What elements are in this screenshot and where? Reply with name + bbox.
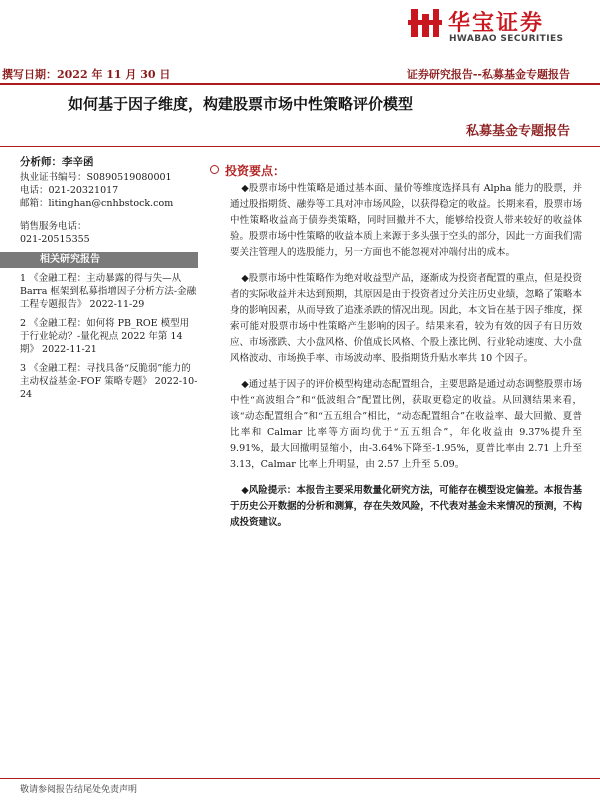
related-report-item[interactable]: 3 《金融工程：寻找具备“反脆弱”能力的主动权益基金-FOF 策略专题》 2022-10-24 <box>20 363 198 400</box>
related-report-item[interactable]: 1 《金融工程：主动暴露的得与失—从 Barra 框架到私募指增因子分析方法-金融工程专题报告》 2022-11-29 <box>20 273 197 310</box>
key-points-heading-text: 投资要点： <box>225 164 286 178</box>
key-points-body <box>230 181 582 541</box>
sales-label: 销售服务电话： <box>20 221 87 232</box>
related-report-item[interactable]: 2 《金融工程：如何将 PB_ROE 模型用于行业轮动？-量化视点 2022 年第 14 期》 2022-11-21 <box>20 318 190 355</box>
key-point-paragraph: ◆股票市场中性策略作为绝对收益型产品，逐渐成为投资者配置的重点，但是投资者的实际收益并未达到预期，其原因是由于投资者过分关注历史业绩，忽略了策略本身的影响因素，从而导致了追涨杀跌的情况出现。因此，本文旨在基于因子维度，探索可能对股票市场中性策略产生影响的因子。结果来看，较为有效的因子有日历效应、市场涨跌、大小盘风格、价值成长风格、个股上涨比例、行业轮动速度、大小盘风格波动、市场换手率、市场波动率、股指期货升贴水率共 10 个因子。 <box>230 273 582 364</box>
key-point-paragraph: ◆通过基于因子的评价模型构建动态配置组合，主要思路是通过动态调整股票市场中性“高波组合”和“低波组合”配置比例，获取更稳定的收益。从回测结果来看，该“动态配置组合”和“五五组合”相比，“动态配置组合”在收益率、最大回撤、夏普比率和 Calmar 比率等方面均优于“五五组合”，年化收益由 9.37%提升至 9.91%，最大回撤明显缩小，由-3.64%下降至-1.95%，夏普比率由 2.71 上升至 3.13，Calmar 比率上升明显，由 2.57 上升至 5.09。 <box>230 379 582 470</box>
sidebar <box>20 156 198 407</box>
key-point-paragraph: ◆股票市场中性策略是通过基本面、量价等维度选择具有 Alpha 能力的股票，并通过股指期货、融券等工具对冲市场风险，以获得稳定的收益。长期来看，股票市场中性策略收益高于债券类策略，同时回撤并不大，能够给投资人带来较好的收益体验。股票市场中性策略的收益本质上来源于多头强于空头的部分，因此一方面我们需要关注管理人的选股能力，另一方面也不能忽视对冲端付出的成本。 <box>230 183 582 258</box>
analyst-cert: 执业证书编号：S0890519080001 <box>20 172 172 183</box>
key-points-heading <box>210 162 285 179</box>
report-category: 证券研究报告--私募基金专题报告 <box>406 68 570 81</box>
risk-warning: ◆风险提示：本报告主要采用数量化研究方法，可能存在模型设定偏差。本报告基于历史公开数据的分析和测算，存在失效风险，不代表对基金未来情况的预测，不构成投资建议。 <box>230 485 582 528</box>
related-reports-list <box>20 272 198 401</box>
report-title: 如何基于因子维度，构建股票市场中性策略评价模型 <box>68 95 414 113</box>
sales-phone: 021-20515355 <box>20 234 90 245</box>
report-subtitle: 私募基金专题报告 <box>465 124 570 139</box>
report-date: 撰写日期：2022 年 11 月 30 日 <box>2 68 171 81</box>
analyst-name: 分析师：李辛函 <box>20 156 94 168</box>
company-logo <box>408 4 590 48</box>
brand-name-en: HWABAO SECURITIES <box>449 34 564 44</box>
footer-disclaimer: 敬请参阅报告结尾处免责声明 <box>20 785 138 795</box>
title-divider <box>0 146 600 147</box>
footer-divider <box>0 778 600 779</box>
related-reports-heading: 相关研究报告 <box>0 252 198 268</box>
circle-bullet-icon <box>210 165 219 174</box>
brand-name-cn: 华宝证券 <box>448 11 545 36</box>
hwabao-logo-icon <box>408 6 442 40</box>
analyst-email[interactable]: 邮箱：litinghan@cnhbstock.com <box>20 198 174 209</box>
analyst-phone: 电话：021-20321017 <box>20 185 119 196</box>
header-divider <box>0 83 600 85</box>
sales-contact <box>20 220 198 246</box>
